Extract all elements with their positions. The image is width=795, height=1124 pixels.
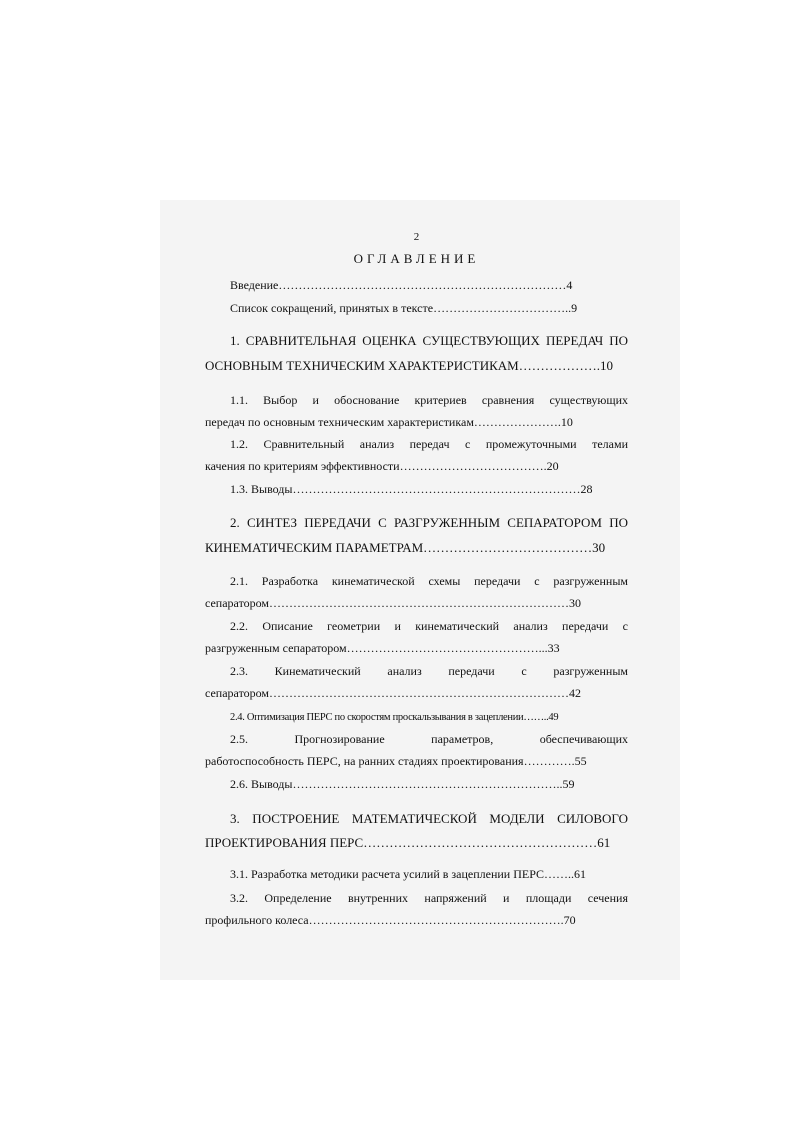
toc-section-3-line-2: ПРОЕКТИРОВАНИЯ ПЕРС………………………………………………61: [205, 835, 611, 850]
toc-entry-1-2-line-1: 1.2. Сравнительный анализ передач с промежуточными телами: [230, 437, 628, 451]
toc-entry-3-2-line-2: профильного колеса……………………………………………………….70: [205, 913, 576, 927]
toc-entry-2-2-line-2: разгруженным сепаратором…………………………………………...33: [205, 641, 560, 655]
toc-section-1-line-2: ОСНОВНЫМ ТЕХНИЧЕСКИМ ХАРАКТЕРИСТИКАМ……………….10: [205, 358, 613, 373]
toc-entry-2-5-line-1: 2.5. Прогнозирование параметров, обеспечивающих: [230, 732, 628, 746]
page-background: [160, 200, 680, 980]
toc-entry-1-2-line-2: качения по критериям эффективности……………………………….20: [205, 459, 559, 473]
toc-entry-2-3-line-1: 2.3. Кинематический анализ передачи с разгруженным: [230, 664, 628, 678]
toc-entry-2-5-line-2: работоспособность ПЕРС, на ранних стадиях проектирования………….55: [205, 754, 587, 768]
toc-section-2-line-2: КИНЕМАТИЧЕСКИМ ПАРАМЕТРАМ…………………………………30: [205, 540, 606, 555]
toc-entry-intro: Введение………………………………………………………………4: [230, 278, 573, 292]
toc-entry-1-1-line-1: 1.1. Выбор и обоснование критериев сравнения существующих: [230, 393, 628, 407]
toc-section-3-line-1: 3. ПОСТРОЕНИЕ МАТЕМАТИЧЕСКОЙ МОДЕЛИ СИЛОВОГО: [230, 811, 628, 826]
toc-section-2-line-1: 2. СИНТЕЗ ПЕРЕДАЧИ С РАЗГРУЖЕННЫМ СЕПАРАТОРОМ ПО: [230, 515, 628, 530]
toc-entry-3-2-line-1: 3.2. Определение внутренних напряжений и площади сечения: [230, 891, 628, 905]
toc-entry-2-1-line-1: 2.1. Разработка кинематической схемы передачи с разгруженным: [230, 574, 628, 588]
toc-entry-3-1: 3.1. Разработка методики расчета усилий в зацеплении ПЕРС……..61: [230, 867, 587, 881]
toc-entry-2-3-line-2: сепаратором…………………………………………………………………42: [205, 686, 582, 700]
toc-entry-2-4: 2.4. Оптимизация ПЕРС по скоростям проскальзывания в зацеплении……..49: [230, 712, 559, 723]
toc-entry-2-1-line-2: сепаратором…………………………………………………………………30: [205, 596, 582, 610]
toc-entry-1-3: 1.3. Выводы………………………………………………………………28: [230, 482, 593, 496]
toc-entry-1-1-line-2: передач по основным техническим характеристикам………………….10: [205, 415, 573, 429]
page-number: 2: [413, 231, 420, 243]
toc-entry-2-6: 2.6. Выводы…………………………………………………………..59: [230, 777, 575, 791]
toc-heading: ОГЛАВЛЕНИЕ: [353, 251, 480, 266]
toc-entry-abbreviations: Список сокращений, принятых в тексте……………………………..9: [230, 301, 578, 315]
toc-section-1-line-1: 1. СРАВНИТЕЛЬНАЯ ОЦЕНКА СУЩЕСТВУЮЩИХ ПЕРЕДАЧ ПО: [230, 333, 628, 348]
toc-entry-2-2-line-1: 2.2. Описание геометрии и кинематический анализ передачи с: [230, 619, 628, 633]
